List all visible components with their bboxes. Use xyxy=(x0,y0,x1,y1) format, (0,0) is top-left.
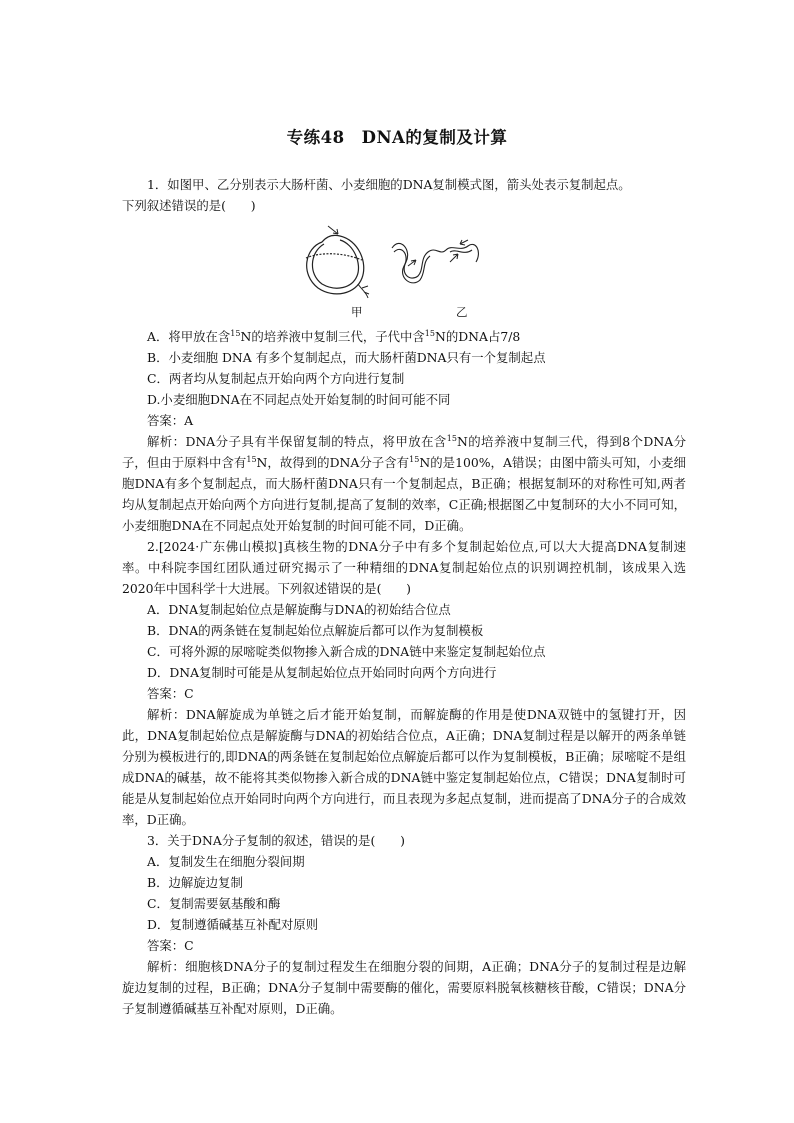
q2-option-d: D．DNA复制时可能是从复制起始位点开始同时向两个方向进行 xyxy=(147,665,497,680)
q3-answer: 答案：C xyxy=(147,938,194,953)
q1-stem-line2: 下列叙述错误的是( ) xyxy=(122,198,256,213)
q2-explanation: 解析：DNA解旋成为单链之后才能开始复制，而解旋酶的作用是使DNA双链中的氢键打开，因此，DNA复制起始位点是解旋酶与DNA的初始结合位点，A正确；DNA复制过程是以解开的两条单链分别为模板进行的,即DNA的两条链在复制起始位点解旋后都可以作为复制模板，B正确；尿嘧啶不是组成DNA的碱基，故不能将其类似物掺入新合成的DNA链中鉴定复制起始位点，C错误；DNA复制时可能是从复制起始位点开始同时向两个方向进行，而且表现为多起点复制，进而提高了DNA分子的合成效率，D正确。 xyxy=(122,707,686,827)
document-body xyxy=(122,174,686,1019)
figure-label-a: 甲 xyxy=(351,305,363,319)
q1-explanation: 解析：DNA分子具有半保留复制的特点，将甲放在含$^{15}$N的培养液中复制三代，得到8个DNA分子，但由于原料中含有$^{15}$N，故得到的DNA分子含有$^{15}$N的是100%，A错误；由图中箭头可知，小麦细胞DNA有多个复制起点，而大肠杆菌DNA只有一个复制起点，B正确；根据复制环的对称性可知,两者均从复制起点开始向两个方向进行复制,提高了复制的效率，C正确;根据图乙中复制环的大小不同可知，小麦细胞DNA在不同起点处开始复制的时间可能不同，D正确。 xyxy=(122,433,687,533)
page-title: 专练48 DNA的复制及计算 xyxy=(286,128,508,147)
q3-option-a: A．复制发生在细胞分裂间期 xyxy=(147,854,305,869)
q1-option-c: C．两者均从复制起点开始向两个方向进行复制 xyxy=(147,371,405,386)
q1-option-b: B．小麦细胞 DNA 有多个复制起点，而大肠杆菌DNA只有一个复制起点 xyxy=(147,350,546,365)
q1-option-a: A．将甲放在含$^{15}$N的培养液中复制三代，子代中含$^{15}$N的DNA占7/8 xyxy=(147,328,521,344)
q2-stem: 2.[2024·广东佛山模拟]真核生物的DNA分子中有多个复制起始位点,可以大大提高DNA复制速率。中科院李国红团队通过研究揭示了一种精细的DNA复制起始位点的识别调控机制，该成果入选2020年中国科学十大进展。下列叙述错误的是( ) xyxy=(122,539,686,596)
q1-answer: 答案：A xyxy=(147,413,194,428)
q2-answer: 答案：C xyxy=(147,686,194,701)
q3-explanation: 解析：细胞核DNA分子的复制过程发生在细胞分裂的间期，A正确；DNA分子的复制过程是边解旋边复制的过程，B正确；DNA分子复制中需要酶的催化，需要原料脱氧核糖核苷酸，C错误；DNA分子复制遵循碱基互补配对原则，D正确。 xyxy=(122,959,686,1016)
dna-replication-figure xyxy=(122,222,686,322)
q2-option-b: B．DNA的两条链在复制起始位点解旋后都可以作为复制模板 xyxy=(147,623,484,638)
q3-option-b: B．边解旋边复制 xyxy=(147,875,243,890)
figure-label-b: 乙 xyxy=(456,305,468,319)
circular-dna-diagram xyxy=(306,226,369,298)
replication-diagram xyxy=(300,222,500,302)
q3-option-c: C．复制需要氨基酸和酶 xyxy=(147,896,281,911)
q1-stem-line1: 1．如图甲、乙分别表示大肠杆菌、小麦细胞的DNA复制模式图，箭头处表示复制起点。 xyxy=(147,177,631,192)
q1-option-d: D.小麦细胞DNA在不同起点处开始复制的时间可能不同 xyxy=(147,392,451,407)
q3-stem: 3．关于DNA分子复制的叙述，错误的是( ) xyxy=(147,833,405,848)
q3-option-d: D．复制遵循碱基互补配对原则 xyxy=(147,917,319,932)
q2-option-a: A．DNA复制起始位点是解旋酶与DNA的初始结合位点 xyxy=(147,602,451,617)
q2-option-c: C．可将外源的尿嘧啶类似物掺入新合成的DNA链中来鉴定复制起始位点 xyxy=(147,644,546,659)
linear-dna-diagram xyxy=(392,240,478,283)
